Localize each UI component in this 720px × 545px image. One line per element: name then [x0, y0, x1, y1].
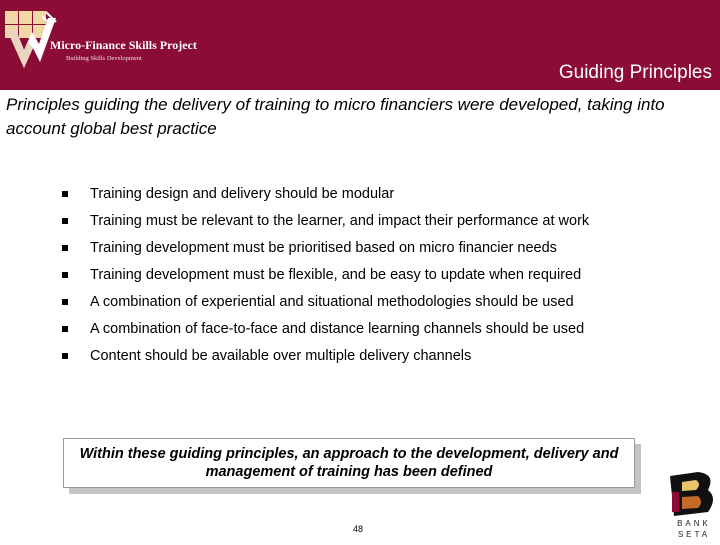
bank-seta-line1: BANK	[677, 519, 711, 528]
list-item	[60, 264, 640, 287]
list-item-text: Training development must be prioritised based on micro financier needs	[90, 240, 557, 256]
list-item	[60, 237, 640, 260]
bank-seta-line2: SETA	[677, 530, 711, 539]
logo-title: Micro-Finance Skills Project	[50, 38, 197, 52]
list-item-text: Training must be relevant to the learner, and impact their performance at work	[90, 213, 590, 229]
list-item-text: Training design and delivery should be modular	[90, 186, 395, 202]
list-item-text: A combination of face-to-face and distance learning channels should be used	[90, 321, 585, 337]
principles-list	[60, 183, 640, 372]
square-bullet-icon	[62, 353, 68, 359]
list-item	[60, 345, 640, 368]
lead-paragraph: Principles guiding the delivery of training to micro financiers were developed, taking into account global best practice	[6, 95, 665, 138]
square-bullet-icon	[62, 245, 68, 251]
bank-seta-emblem-icon	[668, 470, 720, 540]
callout-box	[63, 438, 635, 488]
square-bullet-icon	[62, 218, 68, 224]
header-banner	[0, 0, 720, 90]
micro-finance-logo	[4, 8, 204, 70]
list-item-text: Training development must be flexible, and be easy to update when required	[90, 267, 582, 283]
logo-tagline: Building Skills Development	[66, 55, 142, 62]
list-item-text: A combination of experiential and situational methodologies should be used	[90, 294, 574, 310]
square-bullet-icon	[62, 326, 68, 332]
square-bullet-icon	[62, 272, 68, 278]
square-bullet-icon	[62, 299, 68, 305]
list-item	[60, 291, 640, 314]
callout-text: Within these guiding principles, an approach to the development, delivery and management of training has been defined	[79, 446, 619, 480]
bank-seta-logo	[668, 470, 720, 540]
list-item	[60, 210, 640, 233]
page-title: Guiding Principles	[558, 62, 712, 83]
list-item-text: Content should be available over multiple delivery channels	[90, 348, 472, 364]
list-item	[60, 183, 640, 206]
square-bullet-icon	[62, 191, 68, 197]
page-number: 48	[353, 524, 364, 534]
list-item	[60, 318, 640, 341]
